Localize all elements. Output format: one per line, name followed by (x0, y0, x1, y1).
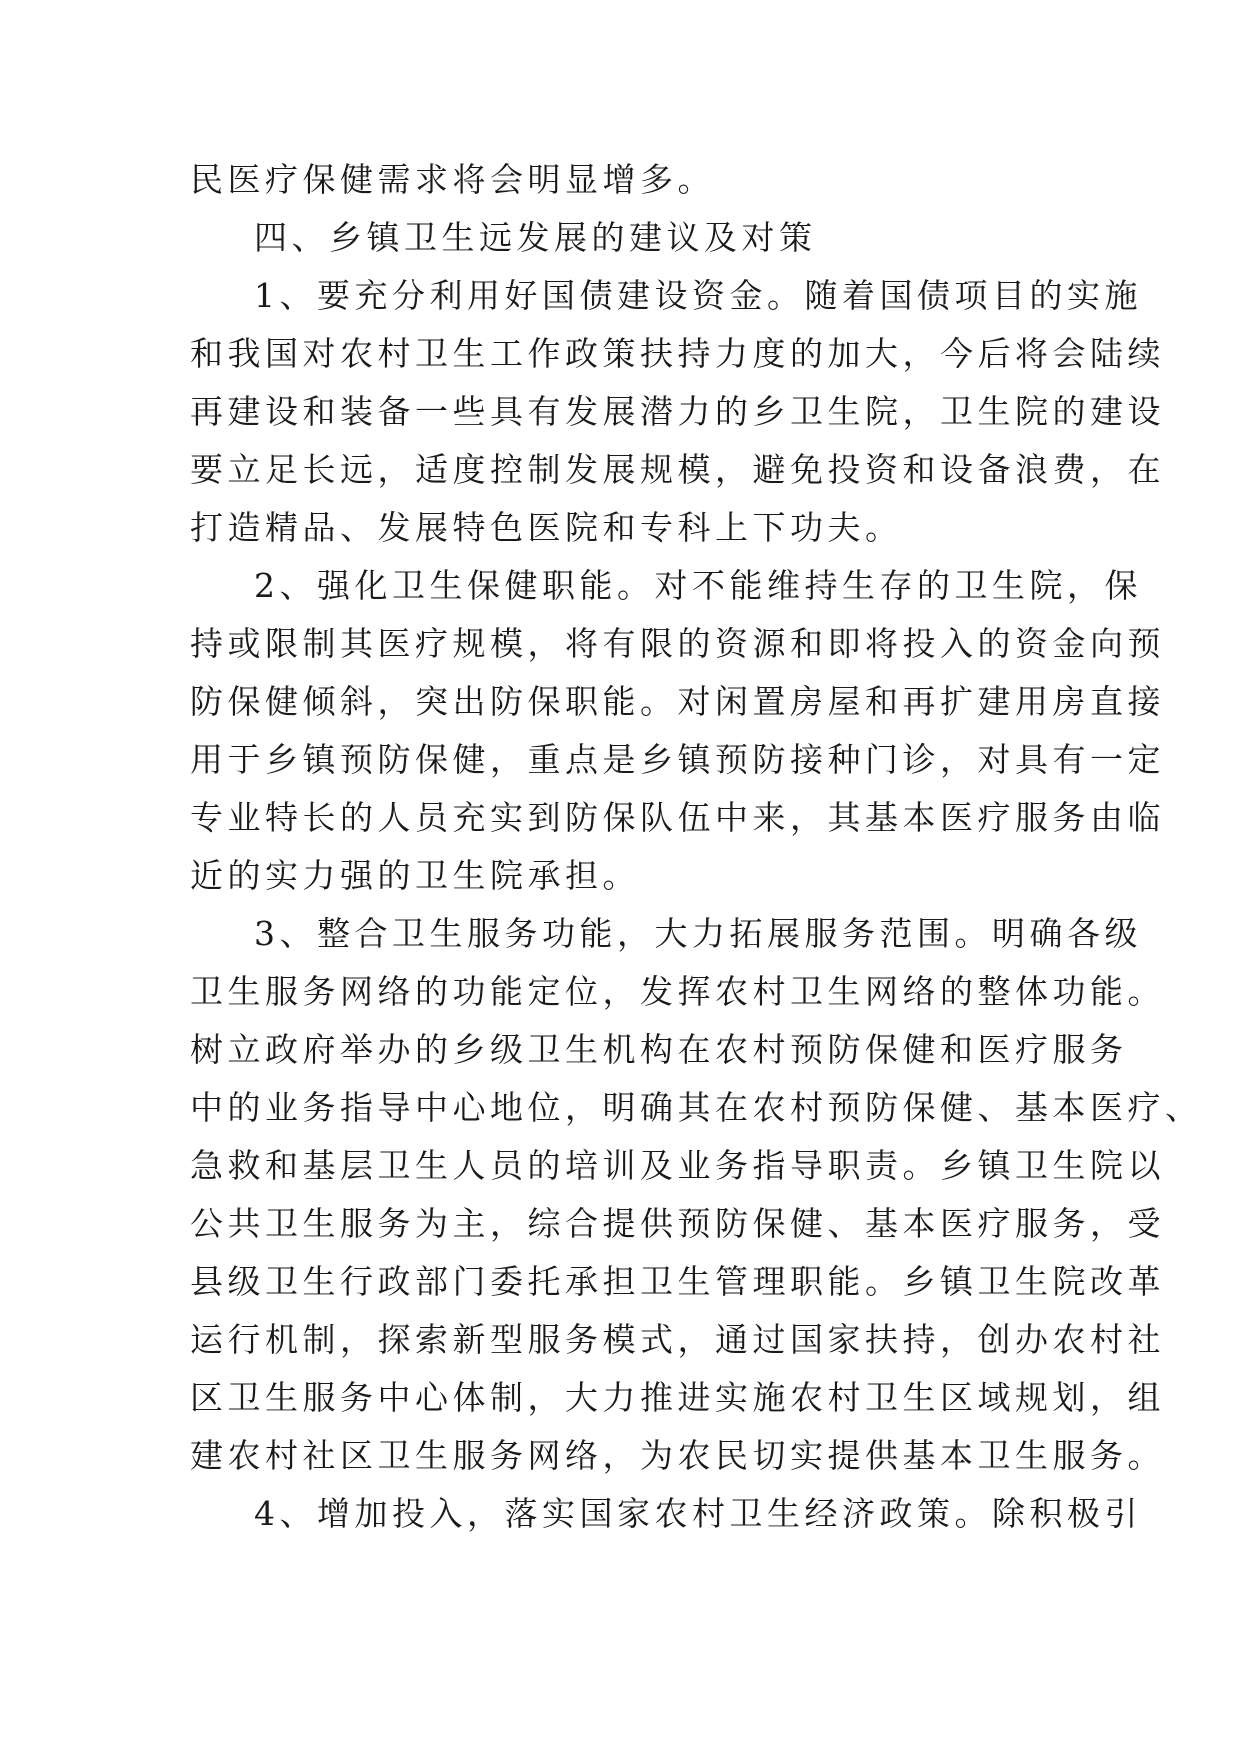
paragraph-start: 1、要充分利用好国债建设资金。随着国债项目的实施 (254, 276, 1142, 315)
text-line: 急救和基层卫生人员的培训及业务指导职责。乡镇卫生院以 (190, 1146, 1165, 1185)
text-line: 运行机制，探索新型服务模式，通过国家扶持，创办农村社 (190, 1320, 1165, 1359)
text-line: 县级卫生行政部门委托承担卫生管理职能。乡镇卫生院改革 (190, 1262, 1165, 1301)
text-line: 区卫生服务中心体制，大力推进实施农村卫生区域规划，组 (190, 1378, 1165, 1417)
text-line: 中的业务指导中心地位，明确其在农村预防保健、基本医疗、 (190, 1088, 1203, 1127)
text-line: 和我国对农村卫生工作政策扶持力度的加大，今后将会陆续 (190, 334, 1165, 373)
text-line: 专业特长的人员充实到防保队伍中来，其基本医疗服务由临 (190, 798, 1165, 837)
text-line: 卫生服务网络的功能定位，发挥农村卫生网络的整体功能。 (190, 972, 1165, 1011)
text-line: 近的实力强的卫生院承担。 (190, 856, 640, 895)
paragraph-start: 3、整合卫生服务功能，大力拓展服务范围。明确各级 (254, 914, 1142, 953)
paragraph-start: 2、强化卫生保健职能。对不能维持生存的卫生院，保 (254, 566, 1142, 605)
paragraph-start: 4、增加投入，落实国家农村卫生经济政策。除积极引 (254, 1494, 1142, 1533)
text-line: 持或限制其医疗规模，将有限的资源和即将投入的资金向预 (190, 624, 1165, 663)
text-line: 树立政府举办的乡级卫生机构在农村预防保健和医疗服务 (190, 1030, 1128, 1069)
text-line: 用于乡镇预防保健，重点是乡镇预防接种门诊，对具有一定 (190, 740, 1165, 779)
text-line: 打造精品、发展特色医院和专科上下功夫。 (190, 508, 903, 547)
text-line: 建农村社区卫生服务网络，为农民切实提供基本卫生服务。 (190, 1436, 1165, 1475)
text-line: 防保健倾斜，突出防保职能。对闲置房屋和再扩建用房直接 (190, 682, 1165, 721)
text-line: 再建设和装备一些具有发展潜力的乡卫生院，卫生院的建设 (190, 392, 1165, 431)
text-line: 要立足长远，适度控制发展规模，避免投资和设备浪费，在 (190, 450, 1165, 489)
section-heading: 四、乡镇卫生远发展的建议及对策 (254, 218, 817, 257)
text-line: 公共卫生服务为主，综合提供预防保健、基本医疗服务，受 (190, 1204, 1165, 1243)
text-line: 民医疗保健需求将会明显增多。 (190, 160, 715, 199)
